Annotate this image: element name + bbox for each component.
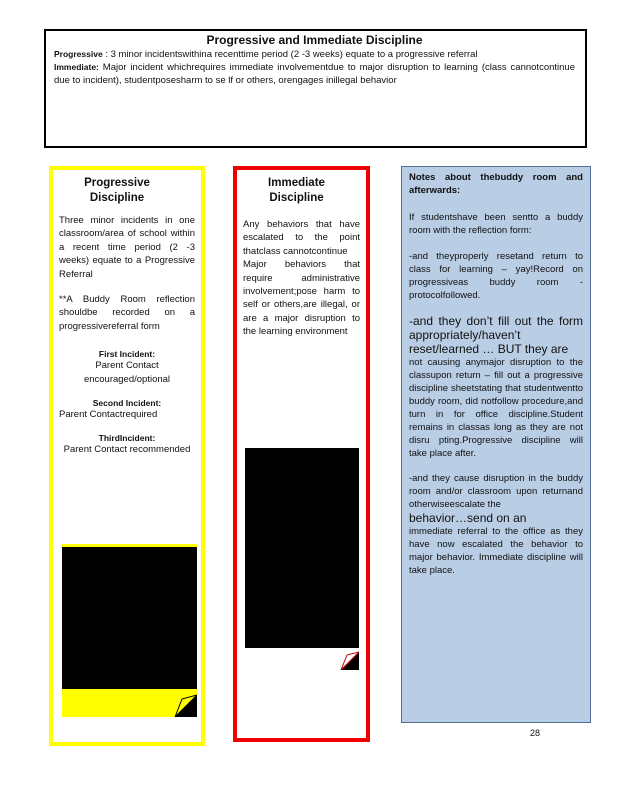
page-number: 28 — [530, 728, 541, 738]
immediate-paragraph-1: Any behaviors that have escalated to the point thatclass cannotcontinue — [243, 219, 360, 257]
second-incident-text: Parent Contactrequired — [59, 409, 158, 421]
immediate-title-line1: Immediate — [268, 177, 325, 189]
immediate-paragraph-2: Major behaviors that require administrative involvement;pose harm to self or others,are illegal, or are a major disruption to the learning environment — [243, 259, 360, 338]
notes-paragraph-1: If studentshave been sentto a buddy room with the reflection form: — [409, 212, 583, 236]
immediate-title-line2: Discipline — [269, 192, 324, 204]
progressive-label: Progressive — [54, 49, 103, 59]
sticky-note-black — [62, 544, 197, 714]
notes-paragraph-4-rest: immediate referral to the office as they have now escalated the behavior to major behavior. Immediate discipline will take place. — [409, 526, 583, 576]
immediate-column — [233, 166, 370, 742]
notes-heading: Notes about thebuddy room and afterwards: — [409, 172, 583, 196]
third-incident-text: Parent Contact recommended — [63, 444, 191, 456]
immediate-label: Immediate: — [54, 62, 99, 72]
second-incident-label: Second Incident: — [92, 398, 162, 409]
progressive-title-line2: Discipline — [89, 192, 145, 204]
notes-panel — [401, 166, 591, 723]
page-title: Progressive and Immediate Discipline — [206, 33, 423, 47]
folded-corner-icon — [245, 448, 359, 670]
definitions-box — [44, 29, 587, 148]
notes-paragraph-3-emphasis: -and they don’t fill out the form appropriately/haven’t reset/learned … BUT they are — [409, 314, 583, 356]
progressive-title-line1: Progressive — [84, 177, 150, 189]
first-incident-label: First Incident: — [98, 349, 156, 360]
progressive-description: Three minor incidents in one classroom/area of school within a recent time period (2 -3 weeks) equate to a Progressive Referral — [59, 215, 195, 280]
immediate-definition-text: Major incident whichrequires immediate involvementdue to major disruption to learning (class cannotcontinue due to incident), studentposesharm to se lf or others, orengages inillegal behavior — [54, 62, 575, 86]
notes-paragraph-4-emphasis: behavior…send on an — [409, 511, 527, 525]
first-incident-text: Parent Contact encouraged/optional — [83, 360, 171, 385]
progressive-definition — [54, 48, 575, 61]
buddy-room-note: **A Buddy Room reflection shouldbe recorded on a progressivereferral form — [59, 294, 195, 332]
third-incident-label: ThirdIncident: — [98, 433, 156, 444]
notes-paragraph-2: -and theyproperly resetand return to class for learning – yay!Record on progressiveas buddy room - protocolfollowed. — [409, 251, 583, 301]
progressive-column — [49, 166, 205, 746]
progressive-definition-text: : 3 minor incidentswithina recenttime period (2 -3 weeks) equate to a progressive referral — [105, 49, 478, 60]
immediate-definition — [54, 61, 575, 87]
sticky-note-black — [245, 448, 359, 670]
folded-corner-icon — [62, 547, 197, 717]
notes-paragraph-4: -and they cause disruption in the buddy room and/or classroom upon returnand otherwiseescalate the — [409, 473, 583, 510]
notes-paragraph-3: not causing anymajor disruption to the classupon return – fill out a progressive discipline sheetstating that studentwentto buddy room, did notfollow procedure,and turn in for office discipline.Student remains in classas long as they are not disru pting.Progressive discipline will take place after. — [409, 357, 583, 459]
